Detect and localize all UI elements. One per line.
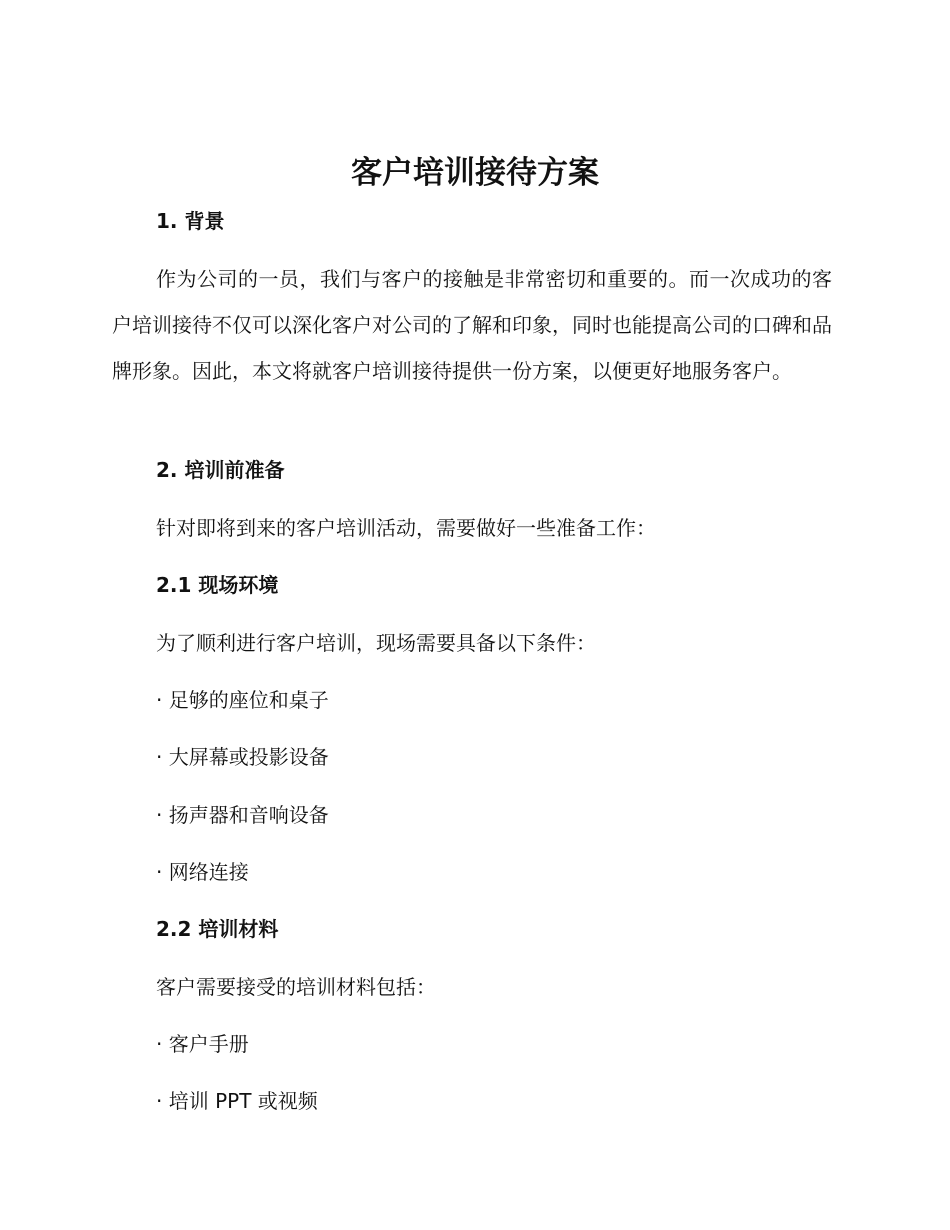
section-heading-materials: 2.2 培训材料 <box>156 917 279 941</box>
section-heading-background: 1. 背景 <box>156 209 225 233</box>
list-item: · 扬声器和音响设备 <box>156 803 329 827</box>
section-heading-preparation: 2. 培训前准备 <box>156 458 285 482</box>
list-item: · 客户手册 <box>156 1032 249 1056</box>
list-item: · 网络连接 <box>156 860 249 884</box>
section-heading-environment: 2.1 现场环境 <box>156 573 279 597</box>
document-title: 客户培训接待方案 <box>351 155 599 191</box>
materials-intro: 客户需要接受的培训材料包括： <box>156 975 436 999</box>
background-paragraph: 作为公司的一员，我们与客户的接触是非常密切和重要的。而一次成功的客户培训接待不仅可以深化客户对公司的了解和印象，同时也能提高公司的口碑和品牌形象。因此，本文将就客户培训接待提供一份方案，以便更好地服务客户。 <box>112 267 832 383</box>
list-item: · 培训 PPT 或视频 <box>156 1089 318 1113</box>
preparation-intro: 针对即将到来的客户培训活动，需要做好一些准备工作： <box>156 516 656 540</box>
list-item: · 足够的座位和桌子 <box>156 688 329 712</box>
list-item: · 大屏幕或投影设备 <box>156 745 329 769</box>
environment-intro: 为了顺利进行客户培训，现场需要具备以下条件： <box>156 631 596 655</box>
